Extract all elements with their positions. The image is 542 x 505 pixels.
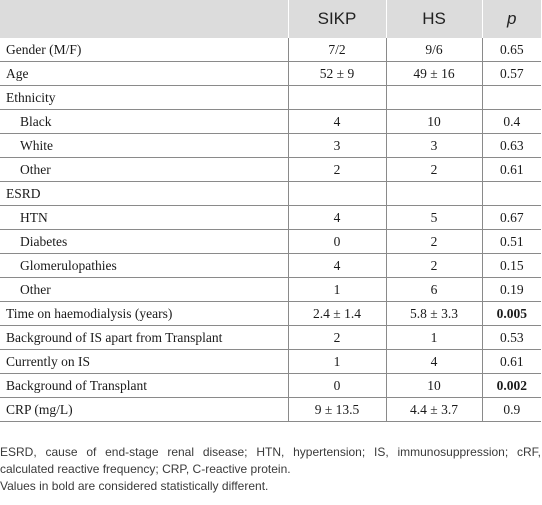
- table-row: [0, 110, 541, 134]
- footnote-abbreviations: ESRD, cause of end-stage renal disease; HTN, hypertension; IS, immunosuppression; cRF, calculated reactive frequency; CRP, C-reactive protein.: [0, 445, 541, 476]
- cell-p-value: 0.63: [482, 134, 541, 158]
- cell-p-value: 0.002: [482, 374, 541, 398]
- table-row: [0, 38, 541, 62]
- header-row: [0, 0, 541, 38]
- cell-p-value: 0.67: [482, 206, 541, 230]
- table-row: [0, 182, 541, 206]
- cell-sikp: 1: [288, 278, 386, 302]
- cell-hs: 5: [386, 206, 482, 230]
- cell-sikp: 2: [288, 158, 386, 182]
- table-row: [0, 374, 541, 398]
- cell-p-value: 0.15: [482, 254, 541, 278]
- cell-sikp: 4: [288, 206, 386, 230]
- cell-p-value: [482, 86, 541, 110]
- table-row: [0, 350, 541, 374]
- table-row: [0, 158, 541, 182]
- cell-hs: 1: [386, 326, 482, 350]
- cell-p-value: 0.19: [482, 278, 541, 302]
- cell-hs: [386, 182, 482, 206]
- table-row: [0, 206, 541, 230]
- cell-hs: 10: [386, 374, 482, 398]
- row-label: Black: [0, 110, 288, 134]
- cell-hs: 2: [386, 254, 482, 278]
- table-body: [0, 38, 541, 422]
- cell-sikp: 4: [288, 110, 386, 134]
- cell-hs: 2: [386, 230, 482, 254]
- cell-hs: 4: [386, 350, 482, 374]
- cell-sikp: [288, 182, 386, 206]
- cell-p-value: [482, 182, 541, 206]
- cell-p-value: 0.4: [482, 110, 541, 134]
- cell-hs: [386, 86, 482, 110]
- table-row: [0, 86, 541, 110]
- row-label: Age: [0, 62, 288, 86]
- cell-p-value: 0.005: [482, 302, 541, 326]
- cell-sikp: 7/2: [288, 38, 386, 62]
- cell-sikp: 1: [288, 350, 386, 374]
- cell-p-value: 0.51: [482, 230, 541, 254]
- table-row: [0, 254, 541, 278]
- row-label: Background of IS apart from Transplant: [0, 326, 288, 350]
- footnote-bold-note: Values in bold are considered statistically different.: [0, 479, 269, 493]
- table-row: [0, 134, 541, 158]
- cell-sikp: [288, 86, 386, 110]
- cell-hs: 2: [386, 158, 482, 182]
- row-label: Other: [0, 278, 288, 302]
- row-label: Diabetes: [0, 230, 288, 254]
- table-row: [0, 62, 541, 86]
- header-label-col: [0, 0, 288, 38]
- cell-sikp: 2.4 ± 1.4: [288, 302, 386, 326]
- cell-sikp: 52 ± 9: [288, 62, 386, 86]
- cell-sikp: 4: [288, 254, 386, 278]
- cell-sikp: 9 ± 13.5: [288, 398, 386, 422]
- cell-p-value: 0.57: [482, 62, 541, 86]
- row-label: Glomerulopathies: [0, 254, 288, 278]
- cell-hs: 9/6: [386, 38, 482, 62]
- cell-p-value: 0.65: [482, 38, 541, 62]
- cell-p-value: 0.53: [482, 326, 541, 350]
- cell-p-value: 0.61: [482, 350, 541, 374]
- cell-sikp: 0: [288, 230, 386, 254]
- cell-p-value: 0.61: [482, 158, 541, 182]
- row-label: Gender (M/F): [0, 38, 288, 62]
- row-label: Ethnicity: [0, 86, 288, 110]
- table-row: [0, 278, 541, 302]
- table-footnote: [0, 444, 541, 495]
- cell-hs: 10: [386, 110, 482, 134]
- header-p-value: p: [482, 0, 541, 38]
- table-row: [0, 326, 541, 350]
- cell-sikp: 2: [288, 326, 386, 350]
- cell-sikp: 3: [288, 134, 386, 158]
- header-sikp: SIKP: [288, 0, 386, 38]
- row-label: CRP (mg/L): [0, 398, 288, 422]
- row-label: Other: [0, 158, 288, 182]
- row-label: Currently on IS: [0, 350, 288, 374]
- cell-hs: 3: [386, 134, 482, 158]
- header-hs: HS: [386, 0, 482, 38]
- row-label: Time on haemodialysis (years): [0, 302, 288, 326]
- cell-hs: 4.4 ± 3.7: [386, 398, 482, 422]
- row-label: Background of Transplant: [0, 374, 288, 398]
- cell-hs: 49 ± 16: [386, 62, 482, 86]
- row-label: HTN: [0, 206, 288, 230]
- table-row: [0, 302, 541, 326]
- cell-p-value: 0.9: [482, 398, 541, 422]
- table-row: [0, 398, 541, 422]
- cell-hs: 6: [386, 278, 482, 302]
- cell-sikp: 0: [288, 374, 386, 398]
- cell-hs: 5.8 ± 3.3: [386, 302, 482, 326]
- row-label: White: [0, 134, 288, 158]
- row-label: ESRD: [0, 182, 288, 206]
- table-row: [0, 230, 541, 254]
